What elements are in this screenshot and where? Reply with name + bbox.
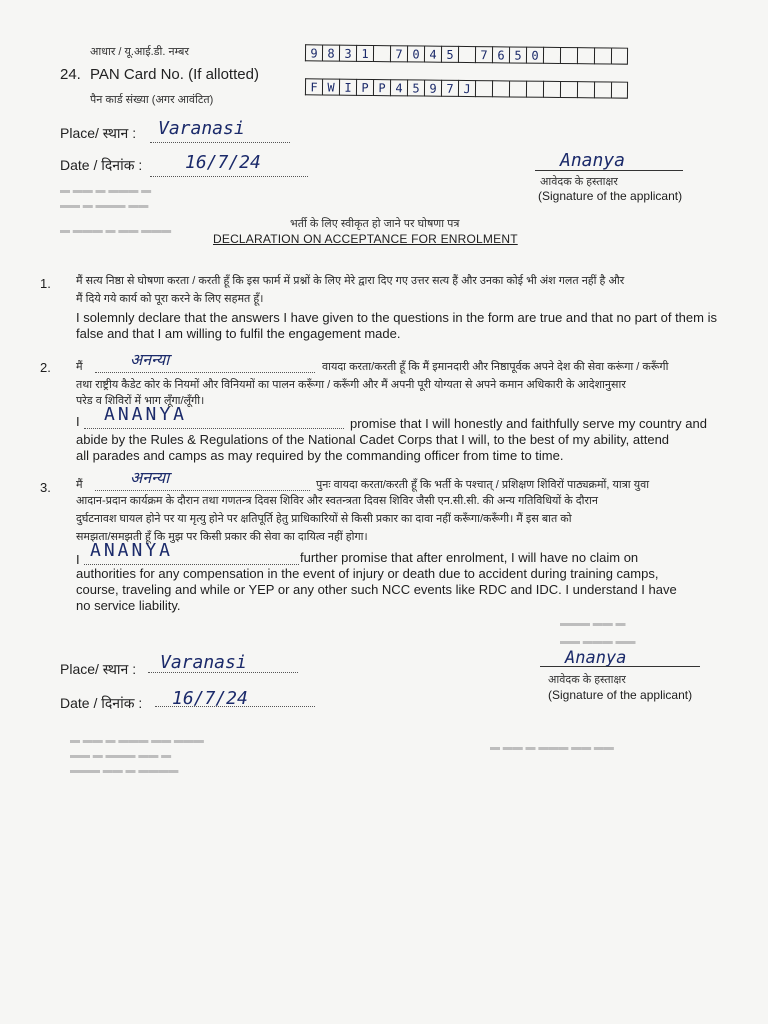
scan-bleed-text: ▬ ▬▬▬ ▬ ▬▬ ▬▬▬: [60, 225, 172, 236]
date-label: Date / दिनांक :: [60, 695, 143, 711]
scan-bleed-text: ▬▬▬ ▬▬ ▬ ▬▬▬▬: [70, 765, 179, 776]
pan-char-box: 9: [424, 80, 441, 97]
pan-char-box: 4: [390, 79, 407, 96]
aadhaar-digit-box: [543, 47, 560, 64]
declaration-title-hindi: भर्ती के लिए स्वीकृत हो जाने पर घोषणा पत्र: [290, 218, 460, 230]
name-dotted-line: [95, 372, 315, 373]
signature-label: (Signature of the applicant): [538, 189, 683, 203]
item-2-hindi-name: अनन्या: [130, 350, 170, 369]
date-underline: [155, 706, 315, 707]
pan-char-box: P: [373, 79, 390, 96]
signature-line: [535, 170, 683, 171]
pan-char-box: [492, 80, 509, 97]
aadhaar-digit-box: 5: [509, 46, 526, 63]
pan-char-box: F: [305, 78, 322, 95]
place-underline: [150, 142, 290, 143]
pan-label-hindi: पैन कार्ड संख्या (अगर आवंटित): [90, 94, 214, 106]
item-2-hindi-prefix: मैं: [76, 361, 83, 373]
aadhaar-label: आधार / यू.आई.डी. नम्बर: [90, 46, 189, 58]
item-2-hindi-line: वायदा करता/करती हूँ कि मैं इमानदारी और निष्ठापूर्वक अपने देश की सेवा करूंगा / करूँगी: [322, 361, 669, 373]
item-3-english-prefix: I: [76, 552, 80, 567]
item-3-hindi-line: समझता/समझती हूँ कि मुझ पर किसी प्रकार की सेवा का दायित्व नहीं होगा।: [76, 531, 368, 543]
scan-bleed-text: ▬ ▬▬ ▬ ▬▬▬ ▬▬ ▬▬: [490, 742, 614, 753]
scan-bleed-text: ▬ ▬▬ ▬ ▬▬▬ ▬▬ ▬▬▬: [70, 735, 204, 746]
aadhaar-digit-box: [594, 47, 611, 64]
item-2-english-name: ANANYA: [104, 404, 188, 425]
pan-char-box: [543, 81, 560, 98]
aadhaar-digit-box: 4: [424, 46, 441, 63]
pan-char-box: [475, 80, 492, 97]
item-3-hindi-line: दुर्घटनावश घायल होने पर या मृत्यु होने पर क्षतिपूर्ति हेतु प्राधिकारियों से किसी प्रकार का दावा नहीं करूँगा/करूँगी। मैं इस बात को: [76, 513, 572, 525]
signature-label-hindi: आवेदक के हस्ताक्षर: [540, 176, 618, 188]
item-3-english-line: further promise that after enrolment, I will have no claim on: [300, 550, 639, 565]
pan-char-box: P: [356, 79, 373, 96]
signature-label-hindi: आवेदक के हस्ताक्षर: [548, 674, 626, 686]
aadhaar-digit-box: 0: [407, 45, 424, 62]
item-3-english-line: no service liability.: [76, 598, 181, 613]
applicant-signature: Ananya: [560, 150, 626, 171]
item-1-hindi-line: मैं दिये गये कार्य को पूरा करने के लिए सहमत हूँ।: [76, 293, 264, 305]
item-number: 1.: [40, 276, 51, 291]
item-3-hindi-line: पुनः वायदा करता/करती हूँ कि भर्ती के पश्चात् / प्रशिक्षण शिविरों पाठ्यक्रमों, यात्रा युवा: [316, 479, 650, 491]
aadhaar-digit-box: 7: [390, 45, 407, 62]
scan-bleed-text: ▬▬ ▬ ▬▬▬ ▬▬ ▬: [70, 750, 172, 761]
place-value: Varanasi: [160, 652, 247, 673]
aadhaar-digit-box: [611, 48, 628, 65]
item-3-hindi-name: अनन्या: [130, 468, 170, 487]
scan-bleed-text: ▬▬ ▬ ▬▬▬ ▬▬: [60, 200, 149, 211]
name-dotted-line: [84, 428, 344, 429]
aadhaar-digit-box: [458, 46, 475, 63]
date-value: 16/7/24: [172, 688, 248, 709]
item-2-english-line: promise that I will honestly and faithfully serve my country and: [350, 416, 707, 431]
item-2-english-line: all parades and camps as may required by the commanding officer from time to time.: [76, 448, 564, 463]
pan-char-box: [509, 80, 526, 97]
aadhaar-digit-box: 0: [526, 47, 543, 64]
pan-char-box: I: [339, 79, 356, 96]
aadhaar-digit-box: [560, 47, 577, 64]
pan-char-box: [526, 81, 543, 98]
pan-char-box: [594, 81, 611, 98]
aadhaar-digit-box: 6: [492, 46, 509, 63]
item-2-english-line: abide by the Rules & Regulations of the National Cadet Corps that I will, to the best of my ability, attend: [76, 432, 670, 447]
item-2-hindi-line: तथा राष्ट्रीय कैडेट कोर के नियमों और विनियमों का पालन करूँगा / करूँगी और मैं अपनी पूरी योग्यता से अपने कमान अधिकारी के आदेशानुसार: [76, 379, 626, 391]
aadhaar-digit-box: 9: [305, 44, 322, 61]
item-number: 2.: [40, 360, 51, 375]
item-1-english-text: I solemnly declare that the answers I have given to the questions in the form are true and that no part of them is false and that I am willing to fulfil the engagement made.: [76, 310, 717, 341]
aadhaar-digit-box: 8: [322, 44, 339, 61]
pan-label: PAN Card No. (If allotted): [90, 66, 259, 83]
pan-char-box: J: [458, 80, 475, 97]
signature-line: [540, 666, 700, 667]
item-1-hindi-line: मैं सत्य निष्ठा से घोषणा करता / करती हूँ कि इस फार्म में प्रश्नों के लिए मेरे द्वारा दिए गए उत्तर सत्य हैं और उनका कोई भी अंश गलत नहीं है और: [76, 275, 625, 287]
aadhaar-digit-box: [577, 47, 594, 64]
aadhaar-digit-box: 5: [441, 46, 458, 63]
item-3-english-line: authorities for any compensation in the event of injury or death due to accident during training camps,: [76, 566, 659, 581]
item-3-hindi-prefix: मैं: [76, 479, 83, 491]
pan-char-box: 5: [407, 79, 424, 96]
pan-char-box: [611, 82, 628, 99]
item-3-english-name: ANANYA: [90, 540, 174, 561]
pan-char-box: [577, 81, 594, 98]
name-dotted-line: [84, 564, 299, 565]
aadhaar-digit-box: 7: [475, 46, 492, 63]
signature-label: (Signature of the applicant): [548, 688, 693, 702]
pan-char-box: 7: [441, 80, 458, 97]
date-underline: [150, 176, 308, 177]
aadhaar-digit-box: 1: [356, 45, 373, 62]
scan-bleed-text: ▬ ▬▬ ▬ ▬▬▬ ▬: [60, 185, 152, 196]
name-dotted-line: [95, 490, 310, 491]
scan-bleed-text: ▬▬ ▬▬▬ ▬▬: [560, 636, 636, 647]
item-3-english-line: course, traveling and while or YEP or any other such NCC events like RDC and IDC. I understand I have: [76, 582, 677, 597]
place-label: Place/ स्थान :: [60, 125, 137, 141]
scan-bleed-text: ▬▬▬ ▬▬ ▬: [560, 618, 626, 629]
item-2-hindi-line: परेड व शिविरों में भाग लूँगा/लूँगी।: [76, 395, 205, 407]
place-label: Place/ स्थान :: [60, 661, 137, 677]
pan-item-number: 24.: [60, 66, 81, 83]
place-underline: [148, 672, 298, 673]
declaration-title: DECLARATION ON ACCEPTANCE FOR ENROLMENT: [213, 232, 518, 246]
pan-char-box: W: [322, 78, 339, 95]
aadhaar-digit-box: 3: [339, 45, 356, 62]
date-label: Date / दिनांक :: [60, 157, 143, 173]
date-value: 16/7/24: [185, 152, 261, 173]
pan-number-boxes: [305, 78, 628, 98]
item-number: 3.: [40, 480, 51, 495]
applicant-signature: Ananya: [565, 648, 627, 668]
place-value: Varanasi: [158, 118, 245, 139]
aadhaar-number-boxes: [305, 44, 628, 64]
aadhaar-digit-box: [373, 45, 390, 62]
item-2-english-prefix: I: [76, 414, 80, 429]
item-3-hindi-line: आदान-प्रदान कार्यक्रम के दौरान तथा गणतन्त्र दिवस शिविर और स्वतन्त्रता दिवस शिविर जैसी एन.सी.सी. की अन्य गतिविधियों के दौरान: [76, 495, 598, 507]
pan-char-box: [560, 81, 577, 98]
